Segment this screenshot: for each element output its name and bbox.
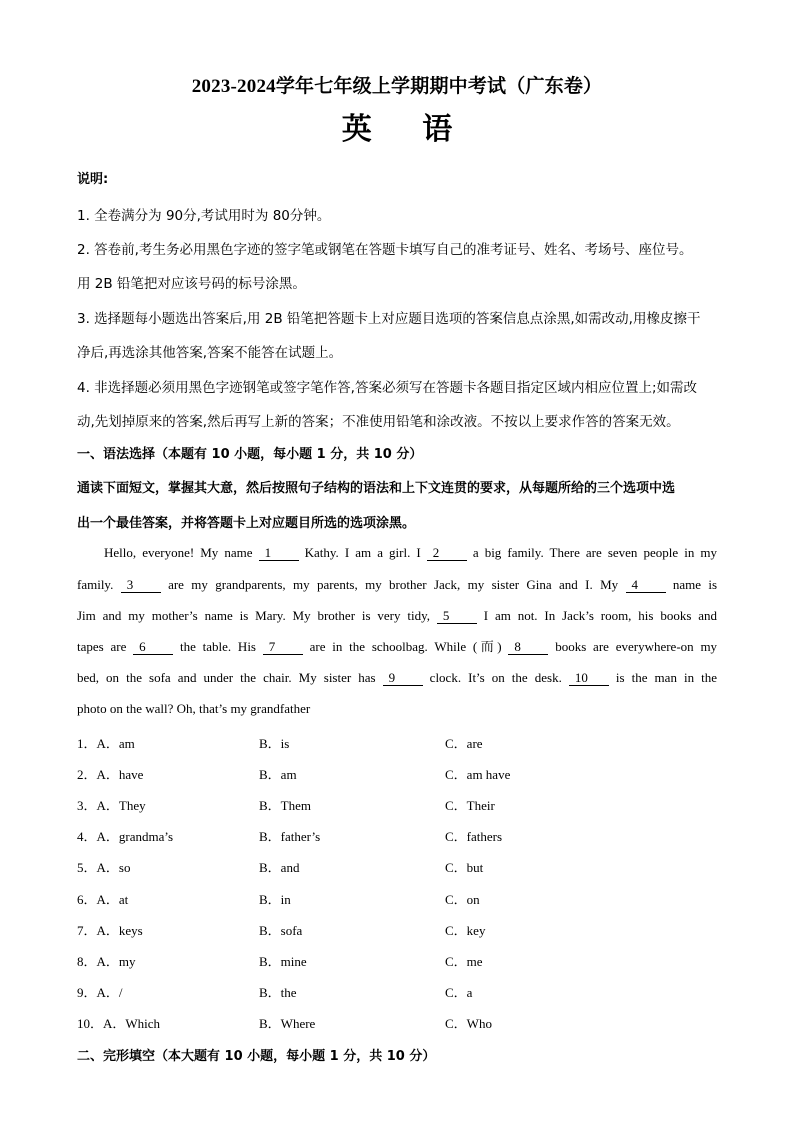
question-row bbox=[77, 764, 717, 782]
question-row bbox=[77, 889, 717, 907]
passage-line bbox=[77, 670, 717, 686]
option-b: B．am bbox=[259, 767, 297, 782]
option-b: B．sofa bbox=[259, 923, 303, 938]
blank-2: 2 bbox=[427, 546, 467, 561]
option-b: B．mine bbox=[259, 954, 307, 969]
passage-text: bed, on the sofa and under the chair. My sister has bbox=[77, 670, 376, 685]
blank-4: 4 bbox=[626, 578, 666, 593]
passage-line bbox=[77, 639, 717, 655]
passage-text: tapes are bbox=[77, 639, 127, 654]
option-b: B．and bbox=[259, 860, 300, 875]
option-b: B．Them bbox=[259, 798, 311, 813]
passage-text: Kathy. I am a girl. I bbox=[304, 545, 421, 560]
passage-text: clock. It’s on the desk. bbox=[429, 670, 562, 685]
note-line: 动,先划掉原来的答案,然后再写上新的答案；不准使用铅笔和涂改液。不按以上要求作答的答案无效。 bbox=[77, 414, 680, 430]
passage-line bbox=[77, 577, 717, 593]
passage-text: name is bbox=[672, 577, 717, 592]
option-a: 8．A．my bbox=[77, 954, 136, 969]
passage-text: are in the schoolbag. While (而) bbox=[309, 639, 502, 654]
question-row bbox=[77, 920, 717, 938]
subject-title: 英 语 bbox=[341, 112, 473, 147]
note-line: 1. 全卷满分为 90分,考试用时为 80分钟。 bbox=[77, 208, 331, 224]
section-heading: 一、语法选择（本题有 10 小题，每小题 1 分，共 10 分） bbox=[77, 447, 423, 462]
option-b: B．Where bbox=[259, 1016, 316, 1031]
section-instruction: 出一个最佳答案，并将答题卡上对应题目所选的选项涂黑。 bbox=[77, 516, 416, 531]
passage-text: the table. His bbox=[179, 639, 256, 654]
passage-text: books are everywhere-on my bbox=[555, 639, 717, 654]
exam-title: 2023-2024学年七年级上学期期中考试（广东卷） bbox=[191, 76, 603, 97]
option-c: C．are bbox=[445, 736, 483, 751]
option-a: 6．A．at bbox=[77, 892, 129, 907]
note-line: 4. 非选择题必须用黑色字迹钢笔或签字笔作答,答案必须写在答题卡各题目指定区域内相应位置上;如需改 bbox=[77, 380, 698, 396]
option-b: B．father’s bbox=[259, 829, 321, 844]
passage-line bbox=[104, 545, 717, 561]
option-c: C．a bbox=[445, 985, 473, 1000]
question-row bbox=[77, 733, 717, 751]
passage-text: are my grandparents, my parents, my brother Jack, my sister Gina and I. My bbox=[168, 577, 619, 592]
blank-7: 7 bbox=[263, 640, 303, 655]
section-heading: 二、完形填空（本大题有 10 小题，每小题 1 分，共 10 分） bbox=[77, 1049, 436, 1064]
blank-6: 6 bbox=[133, 640, 173, 655]
option-c: C．am have bbox=[445, 767, 511, 782]
option-a: 7．A．keys bbox=[77, 923, 143, 938]
option-a: 9．A．/ bbox=[77, 985, 123, 1000]
option-a: 10．A．Which bbox=[77, 1016, 161, 1031]
blank-8: 8 bbox=[508, 640, 548, 655]
passage-text: is the man in the bbox=[615, 670, 717, 685]
note-line: 3. 选择题每小题选出答案后,用 2B 铅笔把答题卡上对应题目选项的答案信息点涂黑,如需改动,用橡皮擦干 bbox=[77, 311, 701, 327]
option-c: C．me bbox=[445, 954, 483, 969]
blank-3: 3 bbox=[121, 578, 161, 593]
passage-text: family. bbox=[77, 577, 114, 592]
passage-text: Hello, everyone! My name bbox=[104, 545, 253, 560]
passage-text: Jim and my mother’s name is Mary. My brother is very tidy, bbox=[77, 608, 431, 623]
option-a: 1．A．am bbox=[77, 736, 135, 751]
option-c: C．but bbox=[445, 860, 484, 875]
question-row bbox=[77, 826, 717, 844]
passage-line bbox=[77, 608, 717, 624]
note-line: 净后,再选涂其他答案,答案不能答在试题上。 bbox=[77, 345, 343, 361]
question-row bbox=[77, 951, 717, 969]
option-a: 2．A．have bbox=[77, 767, 144, 782]
section-instruction: 通读下面短文，掌握其大意，然后按照句子结构的语法和上下文连贯的要求，从每题所给的三个选项中选 bbox=[77, 481, 676, 496]
question-row bbox=[77, 982, 717, 1000]
passage-text: I am not. In Jack’s room, his books and bbox=[483, 608, 717, 623]
question-row bbox=[77, 1013, 717, 1031]
option-c: C．Who bbox=[445, 1016, 492, 1031]
question-row bbox=[77, 857, 717, 875]
option-b: B．in bbox=[259, 892, 291, 907]
notes-heading: 说明: bbox=[77, 172, 109, 187]
passage-line: photo on the wall? Oh, that’s my grandfather bbox=[77, 701, 311, 716]
note-line: 2. 答卷前,考生务必用黑色字迹的签字笔或钢笔在答题卡填写自己的准考证号、姓名、考场号、座位号。 bbox=[77, 242, 693, 258]
blank-5: 5 bbox=[437, 609, 477, 624]
option-c: C．fathers bbox=[445, 829, 503, 844]
option-a: 3．A．They bbox=[77, 798, 146, 813]
option-b: B．is bbox=[259, 736, 290, 751]
blank-10: 10 bbox=[569, 671, 609, 686]
passage-text: a big family. There are seven people in my bbox=[472, 545, 717, 560]
blank-9: 9 bbox=[383, 671, 423, 686]
note-line: 用 2B 铅笔把对应该号码的标号涂黑。 bbox=[77, 276, 306, 292]
option-a: 5．A．so bbox=[77, 860, 131, 875]
option-c: C．on bbox=[445, 892, 480, 907]
option-c: C．Their bbox=[445, 798, 495, 813]
option-a: 4．A．grandma’s bbox=[77, 829, 174, 844]
blank-1: 1 bbox=[259, 546, 299, 561]
option-c: C．key bbox=[445, 923, 486, 938]
option-b: B．the bbox=[259, 985, 297, 1000]
question-row bbox=[77, 795, 717, 813]
